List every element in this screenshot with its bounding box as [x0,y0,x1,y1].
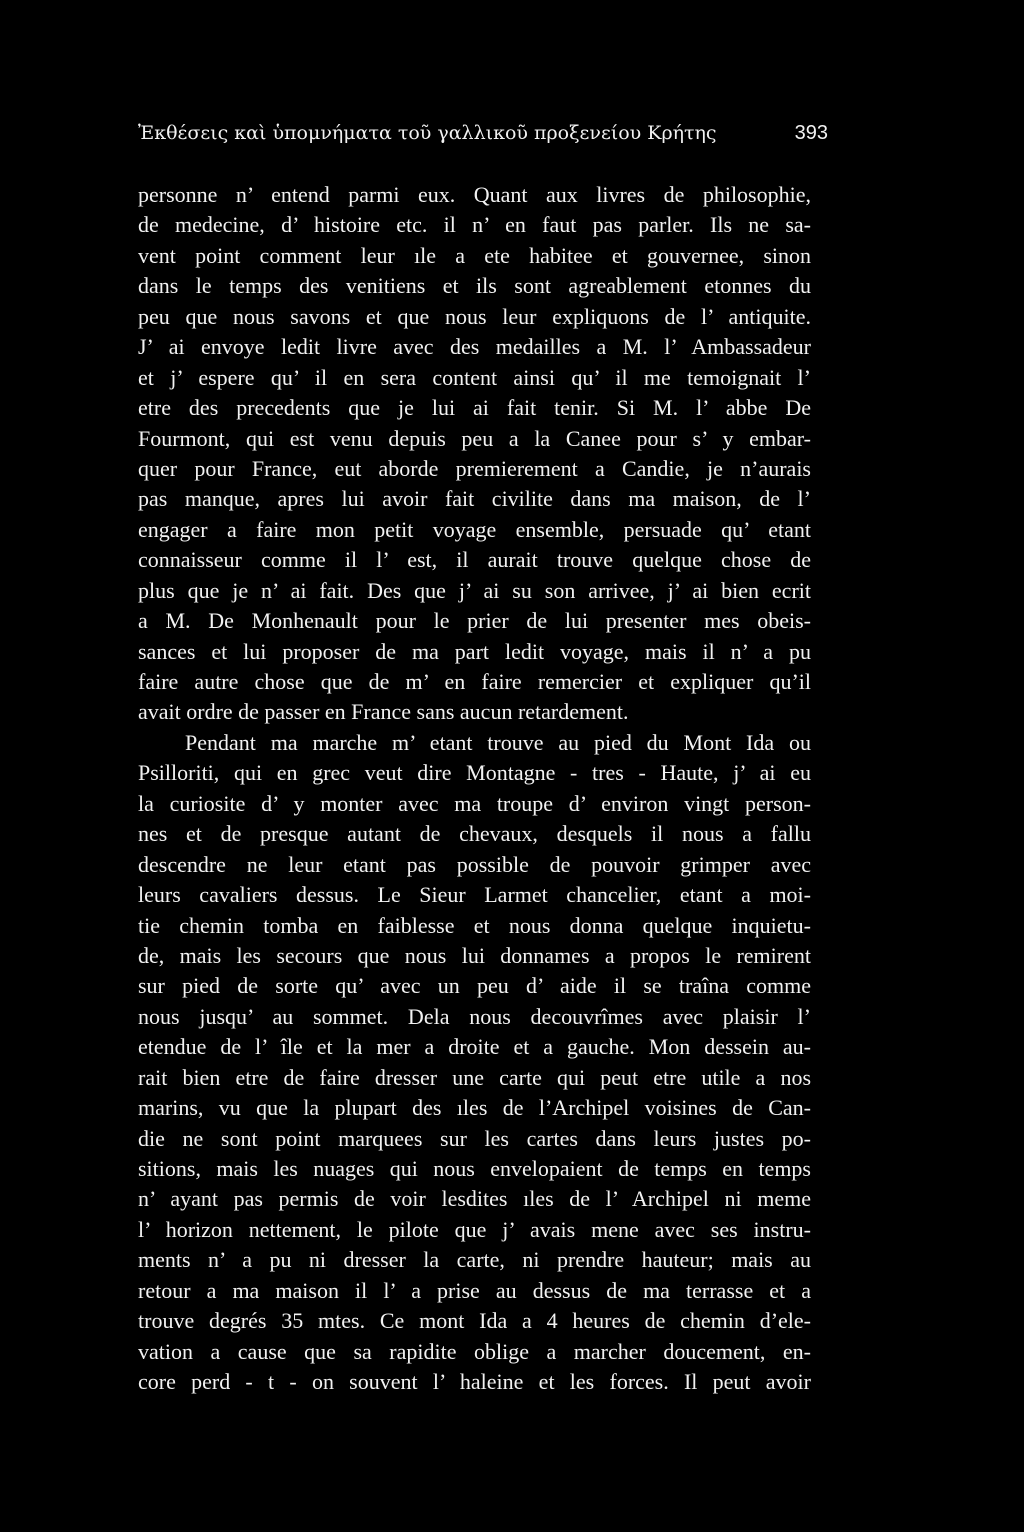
text-line: ments n’ a pu ni dresser la carte, ni prendre hauteur; mais au [138,1247,811,1273]
text-line: et j’ espere qu’ il en sera content ainsi qu’ il me temoignait l’ [138,364,811,390]
text-line: etendue de l’ île et la mer a droite et a gauche. Mon dessein au- [138,1034,811,1060]
text-line: pas manque, apres lui avoir fait civilite dans ma maison, de l’ [138,486,811,512]
text-line: dans le temps des venitiens et ils sont agreablement etonnes du [138,273,811,299]
text-line: etre des precedents que je lui ai fait tenir. Si M. l’ abbe De [138,395,811,421]
text-line: vent point comment leur ıle a ete habitee et gouvernee, sinon [138,242,811,268]
text-line: personne n’ entend parmi eux. Quant aux livres de philosophie, [138,182,811,207]
text-line: J’ ai envoye ledit livre avec des medailles a M. l’ Ambassadeur [138,334,811,360]
text-line: connaisseur comme il l’ est, il aurait trouve quelque chose de [138,547,811,573]
text-line: engager a faire mon petit voyage ensemble, persuade qu’ etant [138,516,811,542]
text-line: a M. De Monhenault pour le prier de lui presenter mes obeis- [138,608,811,634]
text-line: nous jusqu’ au sommet. Dela nous decouvrîmes avec plaisir l’ [138,1003,811,1029]
text-line: avait ordre de passer en France sans aucun retardement. [138,699,629,725]
text-line: plus que je n’ ai fait. Des que j’ ai su son arrivee, j’ ai bien ecrit [138,577,811,603]
text-line: retour a ma maison il l’ a prise au dessus de ma terrasse et a [138,1277,811,1303]
text-line: sur pied de sorte qu’ avec un peu d’ aide il se traîna comme [138,973,811,999]
text-line: trouve degrés 35 mtes. Ce mont Ida a 4 heures de chemin d’ele- [138,1308,811,1334]
text-line: rait bien etre de faire dresser une carte qui peut etre utile a nos [138,1064,811,1090]
text-line: sances et lui proposer de ma part ledit voyage, mais il n’ a pu [138,638,811,664]
text-line: l’ horizon nettement, le pilote que j’ avais mene avec ses instru- [138,1216,811,1242]
text-line: leurs cavaliers dessus. Le Sieur Larmet chancelier, etant a moi- [138,882,811,908]
running-title: Ἐκθέσεις καὶ ὑπομνήματα τοῦ γαλλικοῦ προξενείου Κρήτης [138,122,717,144]
text-line: n’ ayant pas permis de voir lesdites ıles de l’ Archipel ni meme [138,1186,811,1212]
body-text [138,180,811,1398]
text-line: marins, vu que la plupart des ıles de l’Archipel voisines de Can- [138,1095,811,1121]
page-number: 393 [794,122,828,144]
text-line: die ne sont point marquees sur les cartes dans leurs justes po- [138,1125,811,1151]
text-line: tie chemin tomba en faiblesse et nous donna quelque inquietu- [138,912,811,938]
text-line: Psilloriti, qui en grec veut dire Montagne - tres - Haute, j’ ai eu [138,760,811,786]
text-line: descendre ne leur etant pas possible de pouvoir grimper avec [138,851,811,877]
text-line: Fourmont, qui est venu depuis peu a la Canee pour s’ y embar- [138,425,811,451]
text-line: la curiosite d’ y monter avec ma troupe d’ environ vingt person- [138,790,811,816]
text-line: quer pour France, eut aborde premierement a Candie, je n’aurais [138,455,811,481]
text-line: de, mais les secours que nous lui donnames a propos le remirent [138,942,811,968]
text-line: de medecine, d’ histoire etc. il n’ en faut pas parler. Ils ne sa- [138,212,811,238]
text-line: faire autre chose que de m’ en faire remercier et expliquer qu’il [138,669,811,694]
text-line: vation a cause que sa rapidite oblige a marcher doucement, en- [138,1338,811,1364]
paragraph-start-line: Pendant ma marche m’ etant trouve au pied du Mont Ida ou [185,729,811,755]
running-header [138,122,828,152]
text-line: sitions, mais les nuages qui nous envelopaient de temps en temps [138,1156,811,1181]
text-line: core perd - t - on souvent l’ haleine et les forces. Il peut avoir [138,1369,811,1395]
text-line: peu que nous savons et que nous leur expliquons de l’ antiquite. [138,303,811,329]
text-line: nes et de presque autant de chevaux, desquels il nous a fallu [138,821,811,847]
